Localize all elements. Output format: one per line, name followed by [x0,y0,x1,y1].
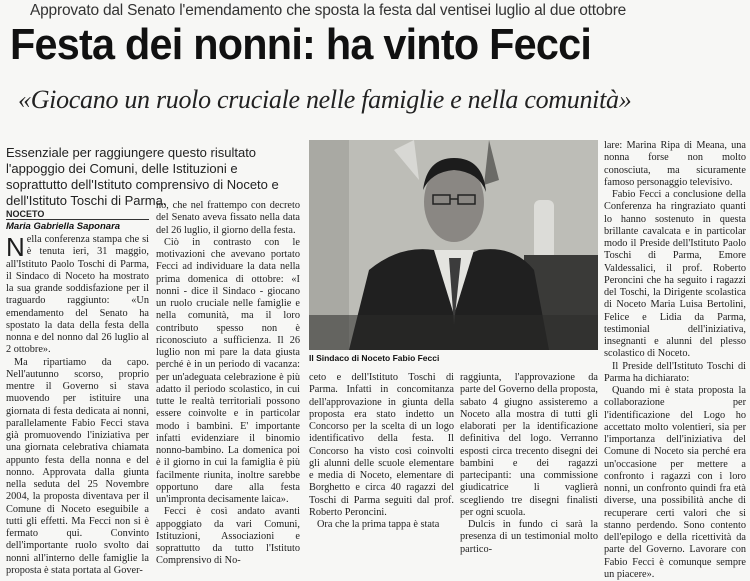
main-headline: Festa dei nonni: ha vinto Fecci [10,20,592,69]
column-2-paragraph-2: Ciò in contrasto con le motivazioni che avevano portato Fecci ad individuare la data nella prima domenica di ottobre: «I nonni - dice il Sindaco - giocano un ruolo cruciale nelle famiglie e nella comunità, ma il loro contributo spesso non è riconosciuto a sufficienza. Il 26 luglio non mi pare la data giusta perché è in un periodo di vacanza: per un'adeguata celebrazione è più adatto il periodo scolastico, in cui tutte le realtà territoriali possono essere coinvolte e in particolar modo i bambini. E' importante infatti evidenziare il binomio nonno-bambino. La domenica poi è il giorno in cui la famiglia è più facilmente riunita, inoltre sarebbe opportuno dare alla festa un'impronta decisamente laica». [156,236,300,505]
column-2-paragraph-3: Fecci è così andato avanti appoggiato da vari Comuni, Istituzioni, Associazioni e soprattutto da tutto l'Istituto Comprensivo di No- [156,506,300,567]
column-5-paragraph-4: Quando mi è stata proposta la collaborazione per l'identificazione del Logo ho accettato molto volentieri, sia per l'importanza dell'iniziativa del Comune di Noceto sia perché era un'occasione per mettere a confronto i ragazzi con i loro nonni, un confronto quindi fra età diverse, una possibilità anche di recuperare certi valori che si stanno perdendo. Sono contento dell'epilogo e della ricettività da parte del Governo. Lavorare con Fabio Fecci è comunque sempre un piacere». [604,385,746,580]
article-column-3 [309,372,454,534]
column-3-paragraph-2: Ora che la prima tappa è stata [317,519,440,530]
column-1-paragraph-1: Nella conferenza stampa che si è tenuta ieri, 31 maggio, all'Istituto Paolo Toschi di Parma, il Sindaco di Noceto ha mostrato la sua grande soddisfazione per il traguardo raggiunto: «Un emendamento del Senato ha spostato la data della festa della nonna e del nonno dal 26 luglio al 2 ottobre». [6,232,149,356]
column-5-paragraph-3: Il Preside dell'Istituto Toschi di Parma ha dichiarato: [604,360,746,384]
article-column-5 [604,140,746,580]
column-5-paragraph-1: lare: Marina Ripa di Meana, una nonna forse non molto conosciuta, ma sicuramente famoso personaggio televisivo. [604,140,746,188]
column-2-paragraph-1: no, che nel frattempo con decreto del Senato aveva fissato nella data del 26 luglio, il giorno della festa. [156,200,300,236]
article-column-1 [6,232,149,576]
article-column-2 [156,200,300,567]
section-tag: NOCETO [6,209,45,219]
article-column-4 [460,372,598,555]
photo-illustration [309,140,598,350]
column-3-paragraph-1: ceto e dell'Istituto Toschi di Parma. Infatti in concomitanza dell'approvazione in giunta della proposta era stato indetto un Concorso per la scelta di un logo identificativo della festa. Il Concorso ha visto così coinvolti gli alunni delle scuole elementare e media di Noceto, elementare di Borghetto e circa 40 ragazzi del Toschi di Parma seguiti dal prof. Roberto Peroncini. [309,372,454,518]
byline: Maria Gabriella Saponara [6,221,121,232]
column-5-paragraph-2: Fabio Fecci a conclusione della Conferenza ha ringraziato quanti lo hanno sostenuto in questa brillante cavalcata e in particolar modo il Preside dell'Istituto Paolo Toschi di Parma, Emore Valdessalici, il prof. Roberto Peroncini che ha seguito i ragazzi del Toschi, la Dirigente scolastica di Noceto Maria Luisa Bertolini, Felice e Lidia da Parma, testimonial dell'iniziativa, insegnanti e alunni del plesso scolastico di Noceto. [604,189,746,360]
kicker-headline: Approvato dal Senato l'emendamento che sposta la festa dal ventisei luglio al due ottobre [30,2,627,19]
deck-quote: «Giocano un ruolo cruciale nelle famiglie e nella comunità» [18,85,632,114]
photo-caption: Il Sindaco di Noceto Fabio Fecci [309,353,440,363]
column-1-paragraph-2: Ma ripartiamo da capo. Nell'autunno scorso, proprio mentre il Governo si stava muovendo per istituire una giornata di festa dedicata ai nonni, parallelamente Fabio Fecci stava già promuovendo l'iniziativa per una giornata celebrativa chiamata appunto festa della nonna e del nonno. Approvata dalla giunta nella seduta del 25 Novembre 2004, la proposta diventava per il Comune di Noceto eseguibile a tutti gli effetti. Ma Fecci non si è fermato qui. Convinto dell'importante ruolo svolto dai nonni all'interno delle famiglie la proposta è stata portata al Gover- [6,356,149,576]
mayor-photo [309,140,598,350]
drop-cap: N [6,232,25,262]
section-rule [6,219,149,220]
column-4-paragraph-2: Dulcis in fundo ci sarà la presenza di un testimonial molto partico- [460,519,598,555]
column-4-paragraph-1: raggiunta, l'approvazione da parte del Governo della proposta, sabato 4 giugno assisteremo a Noceto alla mostra di tutti gli elaborati per la identificazione definitiva del logo. Verranno esposti circa trecento disegni dei bambini e dei ragazzi partecipanti: una commissione giudicatrice li vaglierà scegliendo tre disegni finalisti per ogni scuola. [460,372,598,518]
lead-paragraph: Essenziale per raggiungere questo risultato l'appoggio dei Comuni, delle Istituzioni e soprattutto dell'Istituto comprensivo di Noceto e dell'Istituto Toschi di Parma. [6,145,279,208]
